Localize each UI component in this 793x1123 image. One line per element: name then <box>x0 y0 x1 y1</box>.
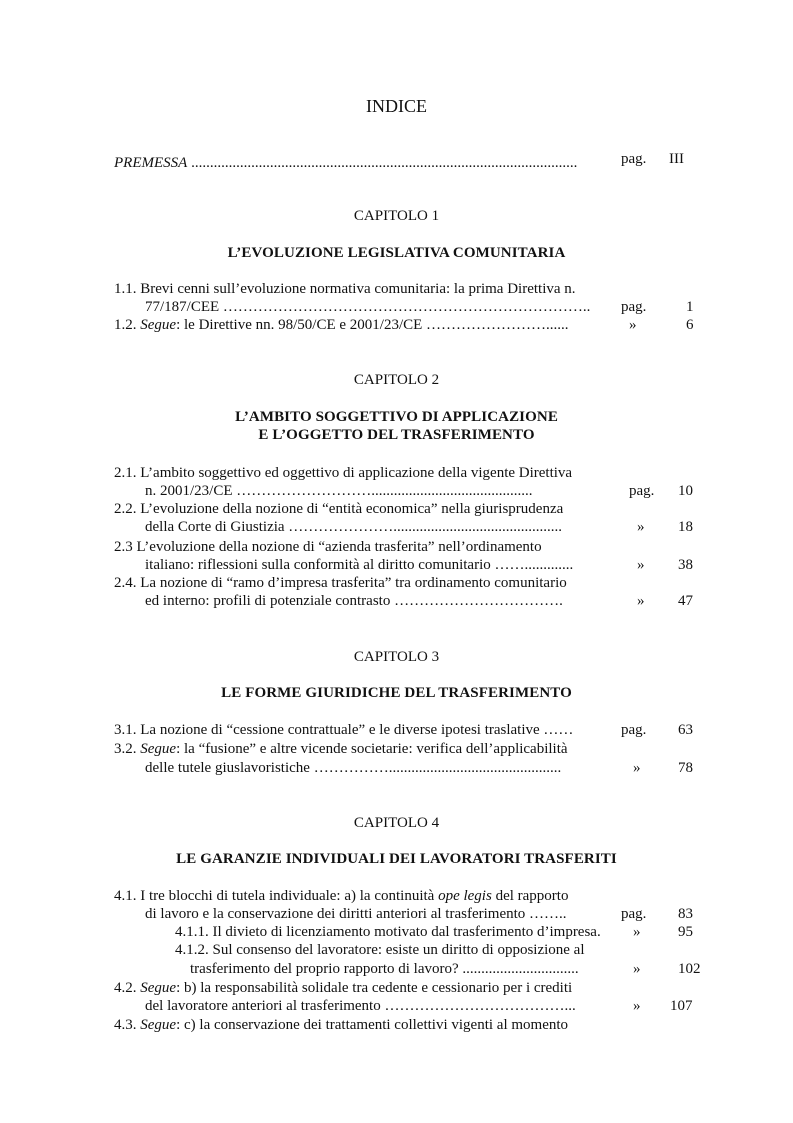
toc-entry-4-1-1-page: 95 <box>678 924 693 940</box>
chapter-1-label: CAPITOLO 1 <box>353 208 440 224</box>
premessa-leader: ....................................................................................................... <box>187 155 578 171</box>
toc-entry-4-3-rest: : c) la conservazione dei trattamenti collettivi vigenti al momento <box>176 1017 569 1033</box>
chapter-2-heading-line1: L’AMBITO SOGGETTIVO DI APPLICAZIONE <box>235 409 558 425</box>
chapter-4-heading: LE GARANZIE INDIVIDUALI DEI LAVORATORI TRASFERITI <box>176 851 617 867</box>
toc-entry-2-3-line1[interactable]: 2.3 L’evoluzione della nozione di “azienda trasferita” nell’ordinamento <box>114 539 542 555</box>
chapter-4-label: CAPITOLO 4 <box>353 815 440 831</box>
chapter-1-heading: L’EVOLUZIONE LEGISLATIVA COMUNITARIA <box>227 245 566 261</box>
toc-entry-3-2-emph: Segue <box>140 741 177 757</box>
chapter-2-label: CAPITOLO 2 <box>353 372 440 388</box>
toc-entry-4-1-2-line2[interactable]: trasferimento del proprio rapporto di lavoro? ............................... <box>190 961 579 977</box>
toc-entry-4-1-line2[interactable]: di lavoro e la conservazione dei diritti anteriori al trasferimento …….. <box>145 906 567 922</box>
toc-entry-1-1-line2[interactable]: 77/187/CEE ……………………………………………………………….. <box>145 299 591 315</box>
toc-entry-2-3-col: » <box>637 557 645 573</box>
premessa-pag: pag. <box>621 151 647 167</box>
toc-entry-1-2[interactable] <box>114 316 569 334</box>
toc-entry-1-1-line1[interactable]: 1.1. Brevi cenni sull’evoluzione normativa comunitaria: la prima Direttiva n. <box>114 281 576 297</box>
toc-entry-3-2-rest: : la “fusione” e altre vicende societarie: verifica dell’applicabilità <box>176 741 568 757</box>
toc-entry-2-2-page: 18 <box>678 519 693 535</box>
toc-entry-4-1-1[interactable]: 4.1.1. Il divieto di licenziamento motivato dal trasferimento d’impresa. <box>175 924 601 940</box>
toc-entry-2-3-page: 38 <box>678 557 693 573</box>
toc-entry-2-1-line1[interactable]: 2.1. L’ambito soggettivo ed oggettivo di applicazione della vigente Direttiva <box>114 465 573 481</box>
toc-entry-4-3-emph: Segue <box>140 1017 177 1033</box>
toc-entry-2-3-line2[interactable]: italiano: riflessioni sulla conformità al diritto comunitario ……............. <box>145 557 574 573</box>
toc-entry-3-2-page: 78 <box>678 760 693 776</box>
toc-entry-4-1-1-col: » <box>633 924 641 940</box>
toc-entry-4-1-2-col: » <box>633 961 641 977</box>
toc-entry-1-1-col: pag. <box>621 299 647 315</box>
toc-entry-3-2-num: 3.2. <box>114 741 141 757</box>
toc-entry-2-1-col: pag. <box>629 483 655 499</box>
toc-entry-4-2-col: » <box>633 998 641 1014</box>
premessa-label: PREMESSA <box>114 155 188 171</box>
toc-entry-4-1-2-page: 102 <box>678 961 701 977</box>
toc-entry-1-2-rest: : le Direttive nn. 98/50/CE e 2001/23/CE ……………………...... <box>176 317 569 333</box>
toc-entry-2-2-col: » <box>637 519 645 535</box>
toc-entry-2-4-col: » <box>637 593 645 609</box>
index-title: INDICE <box>366 96 427 116</box>
toc-entry-4-2-page: 107 <box>670 998 693 1014</box>
premessa-entry[interactable] <box>114 154 577 172</box>
toc-entry-2-1-line2[interactable]: n. 2001/23/CE ………………………........................................... <box>145 483 533 499</box>
toc-entry-4-3-line1[interactable] <box>114 1016 568 1034</box>
toc-entry-4-1-line1[interactable] <box>114 887 568 905</box>
toc-entry-4-3-num: 4.3. <box>114 1017 141 1033</box>
premessa-page: III <box>669 151 684 167</box>
toc-entry-1-2-page: 6 <box>686 317 694 333</box>
toc-entry-4-1-page: 83 <box>678 906 693 922</box>
toc-entry-2-4-page: 47 <box>678 593 693 609</box>
toc-entry-4-2-num: 4.2. <box>114 980 141 996</box>
toc-entry-4-2-rest: : b) la responsabilità solidale tra cedente e cessionario per i crediti <box>176 980 573 996</box>
toc-entry-2-2-line2[interactable]: della Corte di Giustizia …………………............................................. <box>145 519 563 535</box>
toc-entry-4-1-post: del rapporto <box>491 888 569 904</box>
toc-entry-4-2-line1[interactable] <box>114 979 572 997</box>
chapter-3-label: CAPITOLO 3 <box>353 649 440 665</box>
toc-entry-1-1-page: 1 <box>686 299 694 315</box>
toc-entry-4-1-emph: ope legis <box>438 888 492 904</box>
toc-entry-3-2-line2[interactable]: delle tutele giuslavoristiche …………….............................................. <box>145 760 562 776</box>
toc-entry-4-1-2-line1[interactable]: 4.1.2. Sul consenso del lavoratore: esiste un diritto di opposizione al <box>175 942 585 958</box>
toc-entry-3-1-page: 63 <box>678 722 693 738</box>
chapter-3-heading: LE FORME GIURIDICHE DEL TRASFERIMENTO <box>221 685 572 701</box>
toc-entry-4-2-line2[interactable]: del lavoratore anteriori al trasferimento ………………………………... <box>145 998 576 1014</box>
chapter-2-heading-line2: E L’OGGETTO DEL TRASFERIMENTO <box>258 427 535 443</box>
toc-entry-2-4-line1[interactable]: 2.4. La nozione di “ramo d’impresa trasferita” tra ordinamento comunitario <box>114 575 567 591</box>
toc-entry-2-1-page: 10 <box>678 483 693 499</box>
toc-entry-3-1[interactable]: 3.1. La nozione di “cessione contrattuale” e le diverse ipotesi traslative …… <box>114 722 574 738</box>
toc-entry-1-2-emph: Segue <box>140 317 177 333</box>
toc-entry-4-2-emph: Segue <box>140 980 177 996</box>
toc-entry-4-1-pre: 4.1. I tre blocchi di tutela individuale: a) la continuità <box>114 888 439 904</box>
toc-entry-3-1-col: pag. <box>621 722 647 738</box>
toc-entry-2-2-line1[interactable]: 2.2. L’evoluzione della nozione di “entità economica” nella giurisprudenza <box>114 501 564 517</box>
toc-entry-2-4-line2[interactable]: ed interno: profili di potenziale contrasto ……………………………. <box>145 593 563 609</box>
toc-entry-3-2-line1[interactable] <box>114 740 568 758</box>
toc-entry-3-2-col: » <box>633 760 641 776</box>
toc-entry-4-1-col: pag. <box>621 906 647 922</box>
toc-entry-1-2-num: 1.2. <box>114 317 141 333</box>
toc-entry-1-2-col: » <box>629 317 637 333</box>
